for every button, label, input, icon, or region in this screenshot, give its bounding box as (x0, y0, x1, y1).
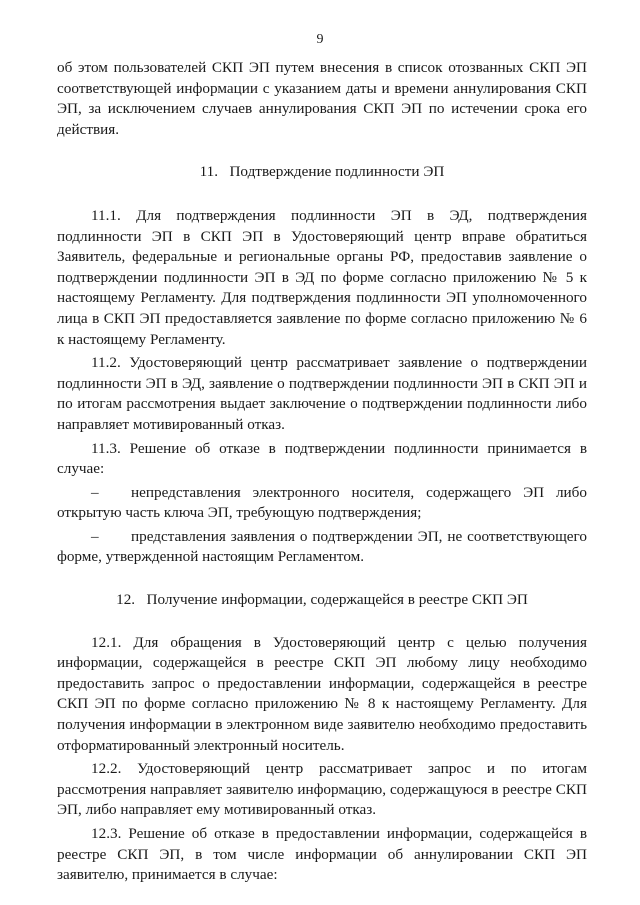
paragraph-11-2: 11.2. Удостоверяющий центр рассматривает заявление о подтверждении подлинности ЭП в ЭД, заявление о подтверждении подлинности ЭП в СКП ЭП и по итогам рассмотрения выдает заключение о подтверждении подлинности либо направляет мотивированный отказ. (57, 354, 587, 433)
list-item-11-3-2 (57, 527, 587, 568)
list-item-text: представления заявления о подтверждении ЭП, не соответствующего форме, утвержденной настоящим Регламентом. (57, 527, 587, 566)
intro-paragraph: об этом пользователей СКП ЭП путем внесения в список отозванных СКП ЭП соответствующей информации с указанием даты и времени аннулирования СКП ЭП, за исключением случаев аннулирования СКП ЭП по истечении срока его действия. (57, 59, 587, 138)
page-content (57, 58, 587, 886)
page-number: 9 (316, 32, 324, 47)
paragraph-11-1: 11.1. Для подтверждения подлинности ЭП в ЭД, подтверждения подлинности ЭП в СКП ЭП в Удостоверяющий центр вправе обратиться Заявитель, федеральные и региональные органы РФ, предоставив заявление о подтверждении подлинности ЭП в ЭД по форме согласно приложению № 5 к настоящему Регламенту. Для подтверждения подлинности ЭП уполномоченного лица в СКП ЭП предоставляется заявление по форме согласно приложению № 6 к настоящему Регламенту. (57, 206, 587, 348)
list-dash: – (91, 483, 99, 501)
paragraph-12-2: 12.2. Удостоверяющий центр рассматривает запрос и по итогам рассмотрения направляет заявителю информацию, содержащуюся в реестре СКП ЭП, либо направляет ему мотивированный отказ. (57, 760, 587, 819)
paragraph-12-3: 12.3. Решение об отказе в предоставлении информации, содержащейся в реестре СКП ЭП, в том числе информации об аннулировании СКП ЭП заявителю, принимается в случае: (57, 825, 587, 884)
list-item-11-3-1 (57, 483, 587, 524)
list-item-text: непредставления электронного носителя, содержащего ЭП либо открытую часть ключа ЭП, требующую подтверждения; (57, 483, 587, 522)
paragraph-12-1: 12.1. Для обращения в Удостоверяющий центр с целью получения информации, содержащейся в реестре СКП ЭП любому лицу необходимо предоставить запрос о предоставлении информации, содержащейся в реестре СКП ЭП по форме согласно приложению № 8 к настоящему Регламенту. Для получения информации в электронном виде заявителю необходимо предоставить отформатированный электронный носитель. (57, 633, 587, 754)
section-12-heading: 12. Получение информации, содержащейся в реестре СКП ЭП (116, 591, 528, 609)
section-11-heading: 11. Подтверждение подлинности ЭП (199, 163, 445, 181)
list-dash: – (91, 527, 99, 545)
paragraph-11-3: 11.3. Решение об отказе в подтверждении подлинности принимается в случае: (57, 439, 587, 478)
